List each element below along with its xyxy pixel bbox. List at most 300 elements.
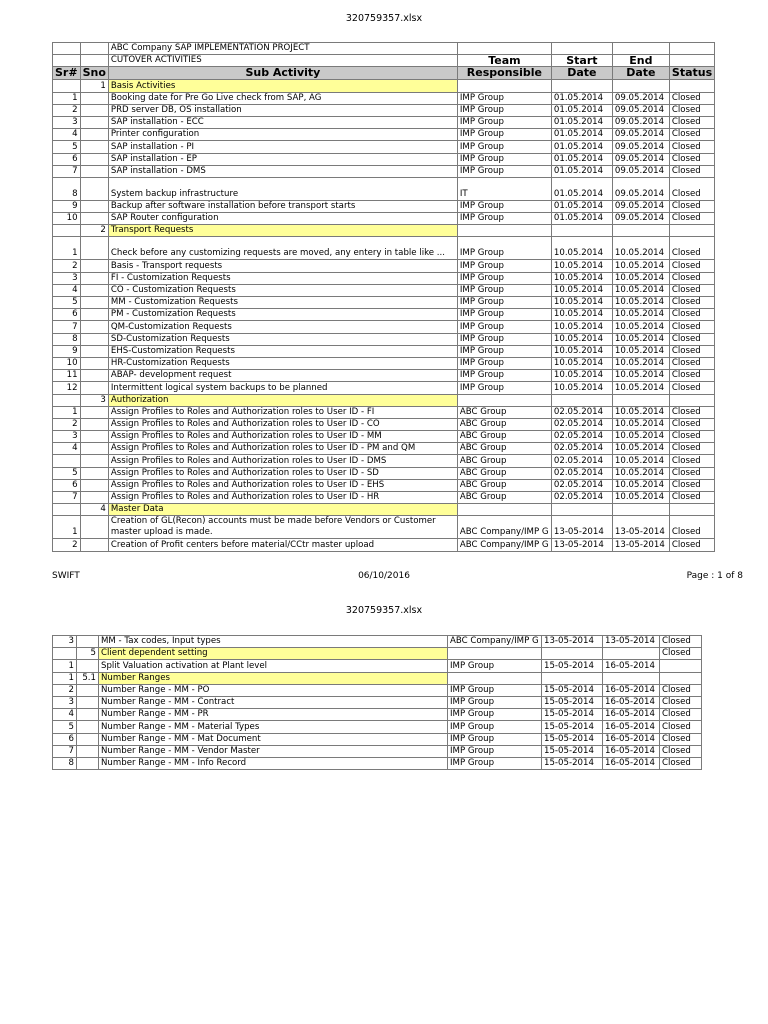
sr-cell: 4 (53, 709, 77, 721)
end-date-cell: 10.05.2014 (612, 418, 669, 430)
status-cell: Closed (669, 539, 714, 551)
sr-cell: 1 (53, 92, 81, 104)
end-date-cell: 13-05-2014 (603, 636, 660, 648)
team-cell: ABC Company/IMP G (457, 539, 551, 551)
sno-cell (80, 141, 108, 153)
table-row (53, 721, 702, 733)
table-row (53, 516, 715, 539)
sno-cell (77, 684, 99, 696)
section-row (53, 504, 715, 516)
table-row (53, 309, 715, 321)
sub-activity-cell: PM - Customization Requests (108, 309, 457, 321)
table-row (53, 272, 715, 284)
team-cell: IMP Group (448, 745, 542, 757)
end-date-cell: 10.05.2014 (612, 455, 669, 467)
team-cell: IMP Group (457, 382, 551, 394)
header-start-line2: Date (551, 67, 612, 80)
table-row (53, 104, 715, 116)
start-date-cell (551, 394, 612, 406)
team-cell (448, 672, 542, 684)
blank-cell (53, 55, 81, 67)
sr-cell: 6 (53, 479, 81, 491)
end-date-cell: 13-05-2014 (612, 516, 669, 539)
end-date-cell: 10.05.2014 (612, 382, 669, 394)
section-row (53, 672, 702, 684)
status-cell: Closed (669, 165, 714, 177)
blank-cell (53, 43, 81, 55)
team-cell: ABC Group (457, 431, 551, 443)
end-date-cell: 10.05.2014 (612, 467, 669, 479)
start-date-cell: 02.05.2014 (551, 406, 612, 418)
status-cell: Closed (669, 200, 714, 212)
start-date-cell: 01.05.2014 (551, 92, 612, 104)
start-date-cell (551, 504, 612, 516)
project-title: ABC Company SAP IMPLEMENTATION PROJECT (108, 43, 457, 55)
sub-activity-cell: SAP installation - PI (108, 141, 457, 153)
sno-cell (80, 406, 108, 418)
table-row (53, 696, 702, 708)
status-cell: Closed (669, 213, 714, 225)
team-cell: ABC Group (457, 455, 551, 467)
team-cell: IMP Group (448, 660, 542, 672)
sub-activity-cell: SD-Customization Requests (108, 333, 457, 345)
table-row (53, 733, 702, 745)
sr-cell: 2 (53, 418, 81, 430)
team-cell: IMP Group (457, 116, 551, 128)
sub-activity-cell: PRD server DB, OS installation (108, 104, 457, 116)
sno-cell (77, 745, 99, 757)
sr-cell (53, 504, 81, 516)
team-cell (457, 394, 551, 406)
blank-cell (669, 43, 714, 55)
sub-activity-cell: Number Range - MM - Material Types (99, 721, 448, 733)
blank-cell (612, 43, 669, 55)
end-date-cell: 09.05.2014 (612, 92, 669, 104)
team-cell: ABC Group (457, 443, 551, 455)
sub-activity-cell: MM - Customization Requests (108, 297, 457, 309)
team-cell: IMP Group (457, 297, 551, 309)
status-cell (669, 504, 714, 516)
sno-cell (77, 696, 99, 708)
sno-cell (80, 92, 108, 104)
status-cell: Closed (669, 177, 714, 200)
sno-cell (80, 382, 108, 394)
section-title: Basis Activities (108, 80, 457, 92)
sr-cell (53, 225, 81, 237)
status-cell: Closed (669, 406, 714, 418)
table-row (53, 382, 715, 394)
sno-cell (80, 333, 108, 345)
end-date-cell: 10.05.2014 (612, 297, 669, 309)
section-row (53, 225, 715, 237)
start-date-cell: 15-05-2014 (542, 721, 603, 733)
status-cell: Closed (669, 272, 714, 284)
header-end-line2: Date (612, 67, 669, 80)
sub-activity-cell: Number Range - MM - Vendor Master (99, 745, 448, 757)
table-row (53, 129, 715, 141)
status-cell: Closed (669, 309, 714, 321)
sr-cell: 9 (53, 345, 81, 357)
sub-activity-cell: MM - Tax codes, Input types (99, 636, 448, 648)
start-date-cell: 02.05.2014 (551, 479, 612, 491)
team-cell: ABC Company/IMP G (457, 516, 551, 539)
sno-cell (77, 721, 99, 733)
table-row (53, 153, 715, 165)
table-row (53, 92, 715, 104)
start-date-cell: 10.05.2014 (551, 345, 612, 357)
section-title: Authorization (108, 394, 457, 406)
status-cell: Closed (660, 721, 702, 733)
sr-cell: 4 (53, 284, 81, 296)
sub-activity-cell: Backup after software installation before transport starts (108, 200, 457, 212)
footer-page-number: Page : 1 of 8 (686, 571, 743, 581)
end-date-cell: 09.05.2014 (612, 153, 669, 165)
table-row (53, 333, 715, 345)
table-row (53, 370, 715, 382)
header-sub-activity: Sub Activity (108, 67, 457, 80)
section-title: Transport Requests (108, 225, 457, 237)
end-date-cell: 10.05.2014 (612, 284, 669, 296)
sno-cell (80, 297, 108, 309)
sub-activity-cell: Number Range - MM - PR (99, 709, 448, 721)
header-sno: Sno (80, 67, 108, 80)
sub-activity-cell: SAP installation - ECC (108, 116, 457, 128)
sno-cell (80, 272, 108, 284)
sno-cell (80, 431, 108, 443)
status-cell: Closed (669, 141, 714, 153)
sno-cell (80, 455, 108, 467)
status-cell (669, 394, 714, 406)
status-cell: Closed (669, 467, 714, 479)
table-row (53, 177, 715, 200)
status-cell: Closed (669, 333, 714, 345)
end-date-cell: 16-05-2014 (603, 709, 660, 721)
end-date-cell: 10.05.2014 (612, 237, 669, 260)
blank-cell (80, 43, 108, 55)
section-number: 1 (80, 80, 108, 92)
file-name-header: 320759357.xlsx (345, 13, 423, 24)
start-date-cell: 01.05.2014 (551, 200, 612, 212)
start-date-cell: 10.05.2014 (551, 297, 612, 309)
status-cell: Closed (669, 516, 714, 539)
team-cell: IMP Group (457, 284, 551, 296)
sno-cell (77, 733, 99, 745)
status-cell: Closed (669, 260, 714, 272)
table-row (53, 116, 715, 128)
team-cell: ABC Group (457, 418, 551, 430)
start-date-cell: 10.05.2014 (551, 284, 612, 296)
table-row (53, 357, 715, 369)
team-cell: IMP Group (457, 272, 551, 284)
team-cell: ABC Company/IMP G (448, 636, 542, 648)
start-date-cell: 15-05-2014 (542, 684, 603, 696)
sub-activity-cell: Booking date for Pre Go Live check from SAP, AG (108, 92, 457, 104)
sr-cell: 6 (53, 153, 81, 165)
status-cell: Closed (669, 237, 714, 260)
sr-cell: 1 (53, 406, 81, 418)
sr-cell: 2 (53, 539, 81, 551)
start-date-cell: 15-05-2014 (542, 660, 603, 672)
table-row (53, 455, 715, 467)
team-cell: IMP Group (457, 357, 551, 369)
sr-cell: 10 (53, 213, 81, 225)
status-cell: Closed (669, 370, 714, 382)
sub-activity-cell: QM-Customization Requests (108, 321, 457, 333)
table-row (53, 709, 702, 721)
section-row (53, 648, 702, 660)
end-date-cell (612, 80, 669, 92)
sr-cell: 3 (53, 272, 81, 284)
header-sr: Sr# (53, 67, 81, 80)
sub-activity-cell: Number Range - MM - PO (99, 684, 448, 696)
sr-cell: 6 (53, 309, 81, 321)
start-date-cell: 02.05.2014 (551, 467, 612, 479)
start-date-cell: 10.05.2014 (551, 260, 612, 272)
team-cell: IMP Group (457, 260, 551, 272)
sr-cell: 1 (53, 237, 81, 260)
table-row (53, 636, 702, 648)
sr-cell (53, 648, 77, 660)
start-date-cell: 10.05.2014 (551, 357, 612, 369)
end-date-cell: 10.05.2014 (612, 345, 669, 357)
sno-cell (80, 116, 108, 128)
section-number: 4 (80, 504, 108, 516)
table-row (53, 141, 715, 153)
status-cell: Closed (669, 321, 714, 333)
team-cell: IMP Group (457, 129, 551, 141)
cutover-table-page-2 (52, 635, 702, 770)
start-date-cell: 15-05-2014 (542, 696, 603, 708)
sr-cell: 5 (53, 467, 81, 479)
sno-cell (80, 357, 108, 369)
start-date-cell: 15-05-2014 (542, 709, 603, 721)
status-cell: Closed (669, 284, 714, 296)
sr-cell: 4 (53, 129, 81, 141)
section-title: Master Data (108, 504, 457, 516)
team-cell: IMP Group (457, 309, 551, 321)
table-row (53, 479, 715, 491)
team-cell: IMP Group (457, 213, 551, 225)
start-date-cell: 01.05.2014 (551, 177, 612, 200)
sno-cell (80, 492, 108, 504)
blank-cell (669, 55, 714, 67)
start-date-cell: 13-05-2014 (542, 636, 603, 648)
status-cell: Closed (669, 297, 714, 309)
end-date-cell: 10.05.2014 (612, 443, 669, 455)
status-cell: Closed (669, 455, 714, 467)
sno-cell (80, 165, 108, 177)
file-name-header-page-2: 320759357.xlsx (345, 605, 423, 616)
sr-cell: 1 (53, 672, 77, 684)
sno-cell (80, 200, 108, 212)
sno-cell (80, 539, 108, 551)
table-row (53, 284, 715, 296)
sno-cell (80, 418, 108, 430)
team-cell: ABC Group (457, 406, 551, 418)
sr-cell: 5 (53, 141, 81, 153)
team-cell: ABC Group (457, 492, 551, 504)
sr-cell: 5 (53, 297, 81, 309)
footer-left: SWIFT (52, 571, 80, 581)
footer-date: 06/10/2016 (358, 571, 410, 581)
end-date-cell: 13-05-2014 (612, 539, 669, 551)
sr-cell (53, 80, 81, 92)
table-row (53, 418, 715, 430)
table-row (53, 492, 715, 504)
start-date-cell (542, 648, 603, 660)
table-row (53, 200, 715, 212)
sub-activity-cell: System backup infrastructure (108, 177, 457, 200)
start-date-cell: 10.05.2014 (551, 370, 612, 382)
sr-cell: 8 (53, 333, 81, 345)
status-cell: Closed (669, 92, 714, 104)
status-cell: Closed (669, 357, 714, 369)
status-cell: Closed (669, 104, 714, 116)
table-row (53, 345, 715, 357)
sub-activity-cell: FI - Customization Requests (108, 272, 457, 284)
sr-cell: 3 (53, 696, 77, 708)
sno-cell (80, 443, 108, 455)
end-date-cell (612, 394, 669, 406)
table-row (53, 684, 702, 696)
sub-activity-cell: EHS-Customization Requests (108, 345, 457, 357)
end-date-cell: 10.05.2014 (612, 260, 669, 272)
start-date-cell: 10.05.2014 (551, 272, 612, 284)
sub-activity-cell: SAP installation - EP (108, 153, 457, 165)
team-cell: ABC Group (457, 479, 551, 491)
start-date-cell (551, 80, 612, 92)
status-cell: Closed (660, 696, 702, 708)
end-date-cell (612, 504, 669, 516)
table-row (53, 467, 715, 479)
start-date-cell: 10.05.2014 (551, 321, 612, 333)
sno-cell (80, 129, 108, 141)
sub-activity-cell: Printer configuration (108, 129, 457, 141)
start-date-cell: 02.05.2014 (551, 455, 612, 467)
start-date-cell: 13-05-2014 (551, 516, 612, 539)
sno-cell (80, 370, 108, 382)
start-date-cell: 01.05.2014 (551, 104, 612, 116)
sno-cell (77, 660, 99, 672)
status-cell: Closed (660, 745, 702, 757)
cutover-table-page-1 (52, 42, 715, 552)
status-cell: Closed (669, 431, 714, 443)
status-cell: Closed (669, 153, 714, 165)
team-cell: IMP Group (457, 237, 551, 260)
end-date-cell: 10.05.2014 (612, 333, 669, 345)
blank-cell (80, 55, 108, 67)
sr-cell: 9 (53, 200, 81, 212)
end-date-cell: 10.05.2014 (612, 370, 669, 382)
sub-activity-cell: Assign Profiles to Roles and Authorization roles to User ID - CO (108, 418, 457, 430)
team-cell: ABC Group (457, 467, 551, 479)
sub-activity-cell: Creation of Profit centers before material/CCtr master upload (108, 539, 457, 551)
table-row (53, 757, 702, 769)
start-date-cell: 02.05.2014 (551, 431, 612, 443)
sno-cell (80, 153, 108, 165)
sno-cell (80, 479, 108, 491)
sub-activity-cell: Intermittent logical system backups to be planned (108, 382, 457, 394)
team-cell: IMP Group (457, 104, 551, 116)
status-cell: Closed (669, 443, 714, 455)
sub-activity-cell: Assign Profiles to Roles and Authorization roles to User ID - DMS (108, 455, 457, 467)
end-date-cell: 09.05.2014 (612, 116, 669, 128)
status-cell: Closed (660, 709, 702, 721)
end-date-cell (603, 672, 660, 684)
header-end-line1: End (612, 55, 669, 67)
sr-cell: 8 (53, 177, 81, 200)
status-cell: Closed (669, 345, 714, 357)
header-team-line1: Team (457, 55, 551, 67)
status-cell: Closed (660, 684, 702, 696)
start-date-cell: 10.05.2014 (551, 333, 612, 345)
start-date-cell: 01.05.2014 (551, 165, 612, 177)
status-cell: Closed (669, 116, 714, 128)
end-date-cell: 09.05.2014 (612, 141, 669, 153)
sno-cell (80, 309, 108, 321)
sr-cell: 2 (53, 260, 81, 272)
sno-cell (80, 284, 108, 296)
start-date-cell (542, 672, 603, 684)
sr-cell (53, 455, 81, 467)
end-date-cell: 09.05.2014 (612, 200, 669, 212)
status-cell (669, 225, 714, 237)
sr-cell: 6 (53, 733, 77, 745)
sub-activity-cell: SAP Router configuration (108, 213, 457, 225)
header-team-line2: Responsible (457, 67, 551, 80)
end-date-cell: 10.05.2014 (612, 431, 669, 443)
start-date-cell: 02.05.2014 (551, 443, 612, 455)
start-date-cell: 02.05.2014 (551, 492, 612, 504)
end-date-cell (603, 648, 660, 660)
status-cell (660, 660, 702, 672)
team-cell (457, 80, 551, 92)
section-title: Client dependent setting (99, 648, 448, 660)
table-row (53, 539, 715, 551)
sno-cell (80, 213, 108, 225)
sno-cell (80, 260, 108, 272)
sub-activity-cell: Assign Profiles to Roles and Authorization roles to User ID - EHS (108, 479, 457, 491)
end-date-cell: 10.05.2014 (612, 479, 669, 491)
section-number: 3 (80, 394, 108, 406)
team-cell: IMP Group (448, 709, 542, 721)
table-row (53, 406, 715, 418)
section-number: 5 (77, 648, 99, 660)
sub-activity-cell: Split Valuation activation at Plant level (99, 660, 448, 672)
end-date-cell: 16-05-2014 (603, 696, 660, 708)
team-cell: IMP Group (457, 141, 551, 153)
header-status: Status (669, 67, 714, 80)
end-date-cell: 10.05.2014 (612, 321, 669, 333)
end-date-cell: 09.05.2014 (612, 165, 669, 177)
sr-cell: 8 (53, 757, 77, 769)
status-cell: Closed (660, 648, 702, 660)
sub-activity-cell: ABAP- development request (108, 370, 457, 382)
start-date-cell: 13-05-2014 (551, 539, 612, 551)
sr-cell: 11 (53, 370, 81, 382)
sno-cell (80, 321, 108, 333)
table-row (53, 260, 715, 272)
end-date-cell: 16-05-2014 (603, 660, 660, 672)
sub-activity-cell: Assign Profiles to Roles and Authorization roles to User ID - FI (108, 406, 457, 418)
sno-cell (80, 516, 108, 539)
sr-cell: 2 (53, 684, 77, 696)
sno-cell (77, 709, 99, 721)
end-date-cell: 16-05-2014 (603, 757, 660, 769)
end-date-cell (612, 225, 669, 237)
sr-cell: 4 (53, 443, 81, 455)
blank-cell (551, 43, 612, 55)
